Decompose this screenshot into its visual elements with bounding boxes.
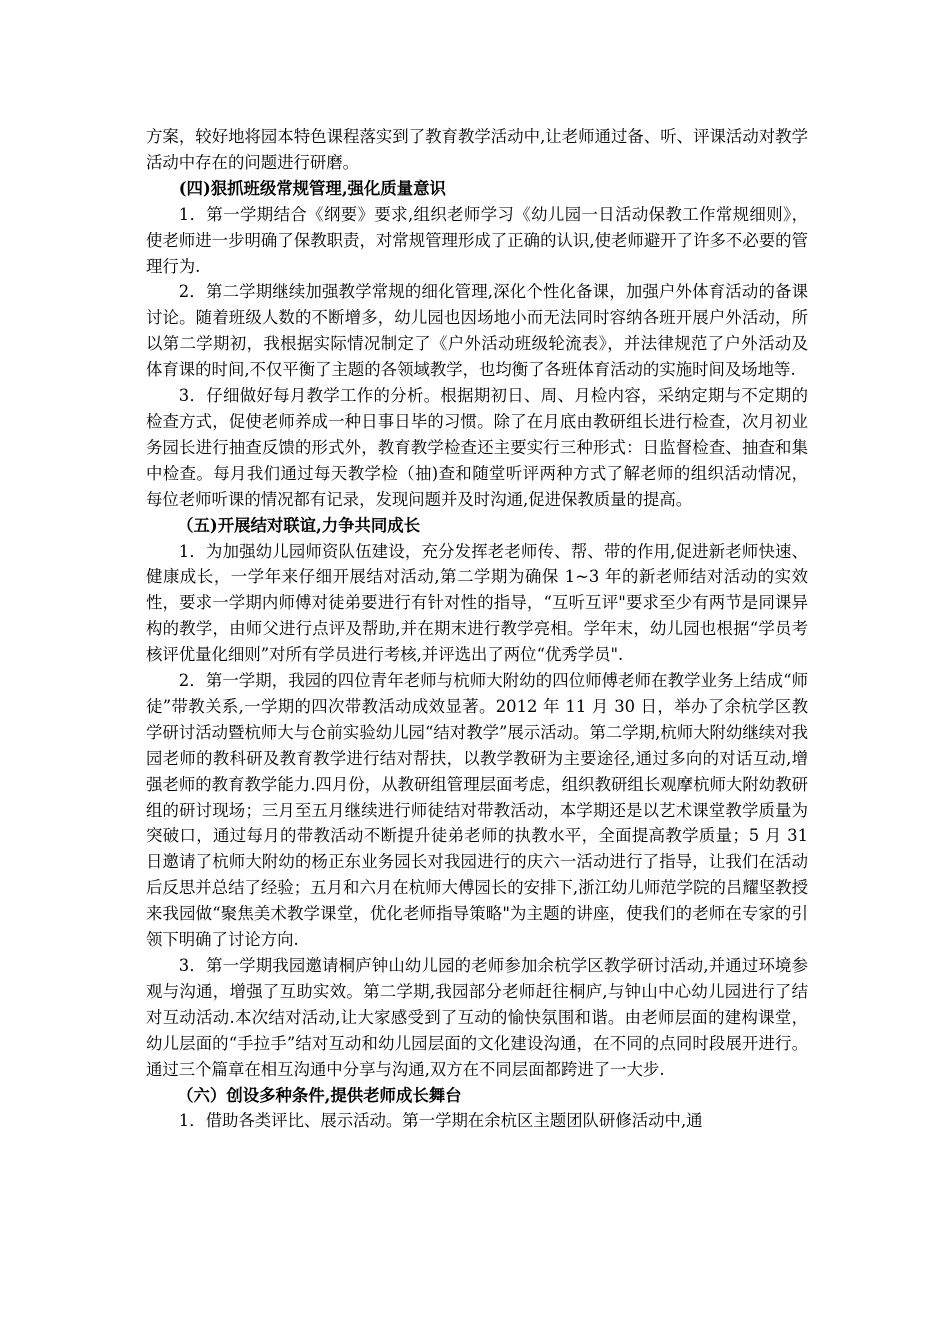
paragraph-4-3: 3．仔细做好每月教学工作的分析。根据期初日、周、月检内容，采纳定期与不定期的检查方式，促使老师养成一种日事日毕的习惯。除了在月底由教研组长进行检查，次月初业务园长进行抽查反馈的形式外，教育教学检查还主要实行三种形式：日监督检查、抽查和集中检查。每月我们通过每天教学检（抽)查和随堂听评两种方式了解老师的组织活动情况，每位老师听课的情况都有记录，发现问题并及时沟通,促进保教质量的提高。 bbox=[146, 386, 808, 509]
paragraph-5-2: 2．第一学期，我园的四位青年老师与杭师大附幼的四位师傅老师在教学业务上结成“师徒”带教关系,一学期的四次带教活动成效显著。2012 年 11 月 30 日，举办了余杭学区教学研讨活动暨杭师大与仓前实验幼儿园“结对教学”展示活动。第二学期,杭师大附幼继续对我园老师的教科研及教育教学进行结对帮扶，以教学教研为主要途径,通过多向的对话互动,增强老师的教育教学能力.四月份，从教研组管理层面考虑，组织教研组长观摩杭师大附幼教研组的研讨现场；三月至五月继续进行师徒结对带教活动，本学期还是以艺术课堂教学质量为突破口，通过每月的带教活动不断提升徒弟老师的执教水平，全面提高教学质量；5 月 31 日邀请了杭师大附幼的杨正东业务园长对我园进行的庆六一活动进行了指导，让我们在活动后反思并总结了经验；五月和六月在杭师大傅园长的安排下,浙江幼儿师范学院的吕耀坚教授来我园做“聚焦美术教学课堂，优化老师指导策略"为主题的讲座，使我们的老师在专家的引领下明确了讨论方向. bbox=[146, 671, 808, 950]
paragraph-4-2: 2．第二学期继续加强教学常规的细化管理,深化个性化备课，加强户外体育活动的备课讨论。随着班级人数的不断增多，幼儿园也因场地小而无法同时容纳各班开展户外活动，所以第二学期初，我根据实际情况制定了《户外活动班级轮流表》，并法律规范了户外活动及体育课的时间,不仅平衡了主题的各领域教学，也均衡了各班体育活动的实施时间及场地等. bbox=[146, 282, 808, 380]
paragraph-6-1: 1．借助各类评比、展示活动。第一学期在余杭区主题团队研修活动中,通 bbox=[178, 1111, 703, 1131]
document-page bbox=[146, 124, 808, 1134]
paragraph-5-3: 3．第一学期我园邀请桐庐钟山幼儿园的老师参加余杭学区教学研讨活动,并通过环境参观与沟通，增强了互助实效。第二学期,我园部分老师赶往桐庐,与钟山中心幼儿园进行了结对互动活动.本次结对活动,让大家感受到了互动的愉快氛围和谐。由老师层面的建构课堂，幼儿层面的“手拉手”结对互动和幼儿园层面的文化建设沟通，在不同的点同时段展开进行。通过三个篇章在相互沟通中分享与沟通,双方在不同层面都跨进了一大步. bbox=[146, 956, 808, 1079]
section-heading-4: (四)狠抓班级常规管理,强化质量意识 bbox=[178, 178, 446, 198]
section-heading-6: （六）创设多种条件,提供老师成长舞台 bbox=[177, 1085, 462, 1105]
paragraph-4-1: 1．第一学期结合《纲要》要求,组织老师学习《幼儿园一日活动保教工作常规细则》，使老师进一步明确了保教职责，对常规管理形成了正确的认识,使老师避开了许多不必要的管理行为. bbox=[146, 204, 808, 276]
section-heading-5: （五)开展结对联谊,力争共同成长 bbox=[177, 515, 421, 535]
paragraph-5-1: 1．为加强幼儿园师资队伍建设，充分发挥老老师传、帮、带的作用,促进新老师快速、健康成长，一学年来仔细开展结对活动,第二学期为确保 1~3 年的新老师结对活动的实效性，要求一学期内师傅对徒弟要进行有针对性的指导，“互听互评"要求至少有两节是同课异构的教学，由师父进行点评及帮助,并在期末进行教学亮相。学年末，幼儿园也根据“学员考核评优量化细则”对所有学员进行考核,并评选出了两位“优秀学员". bbox=[146, 541, 808, 665]
paragraph-continuation: 方案，较好地将园本特色课程落实到了教育教学活动中,让老师通过备、听、评课活动对教学活动中存在的问题进行研磨。 bbox=[146, 127, 808, 172]
